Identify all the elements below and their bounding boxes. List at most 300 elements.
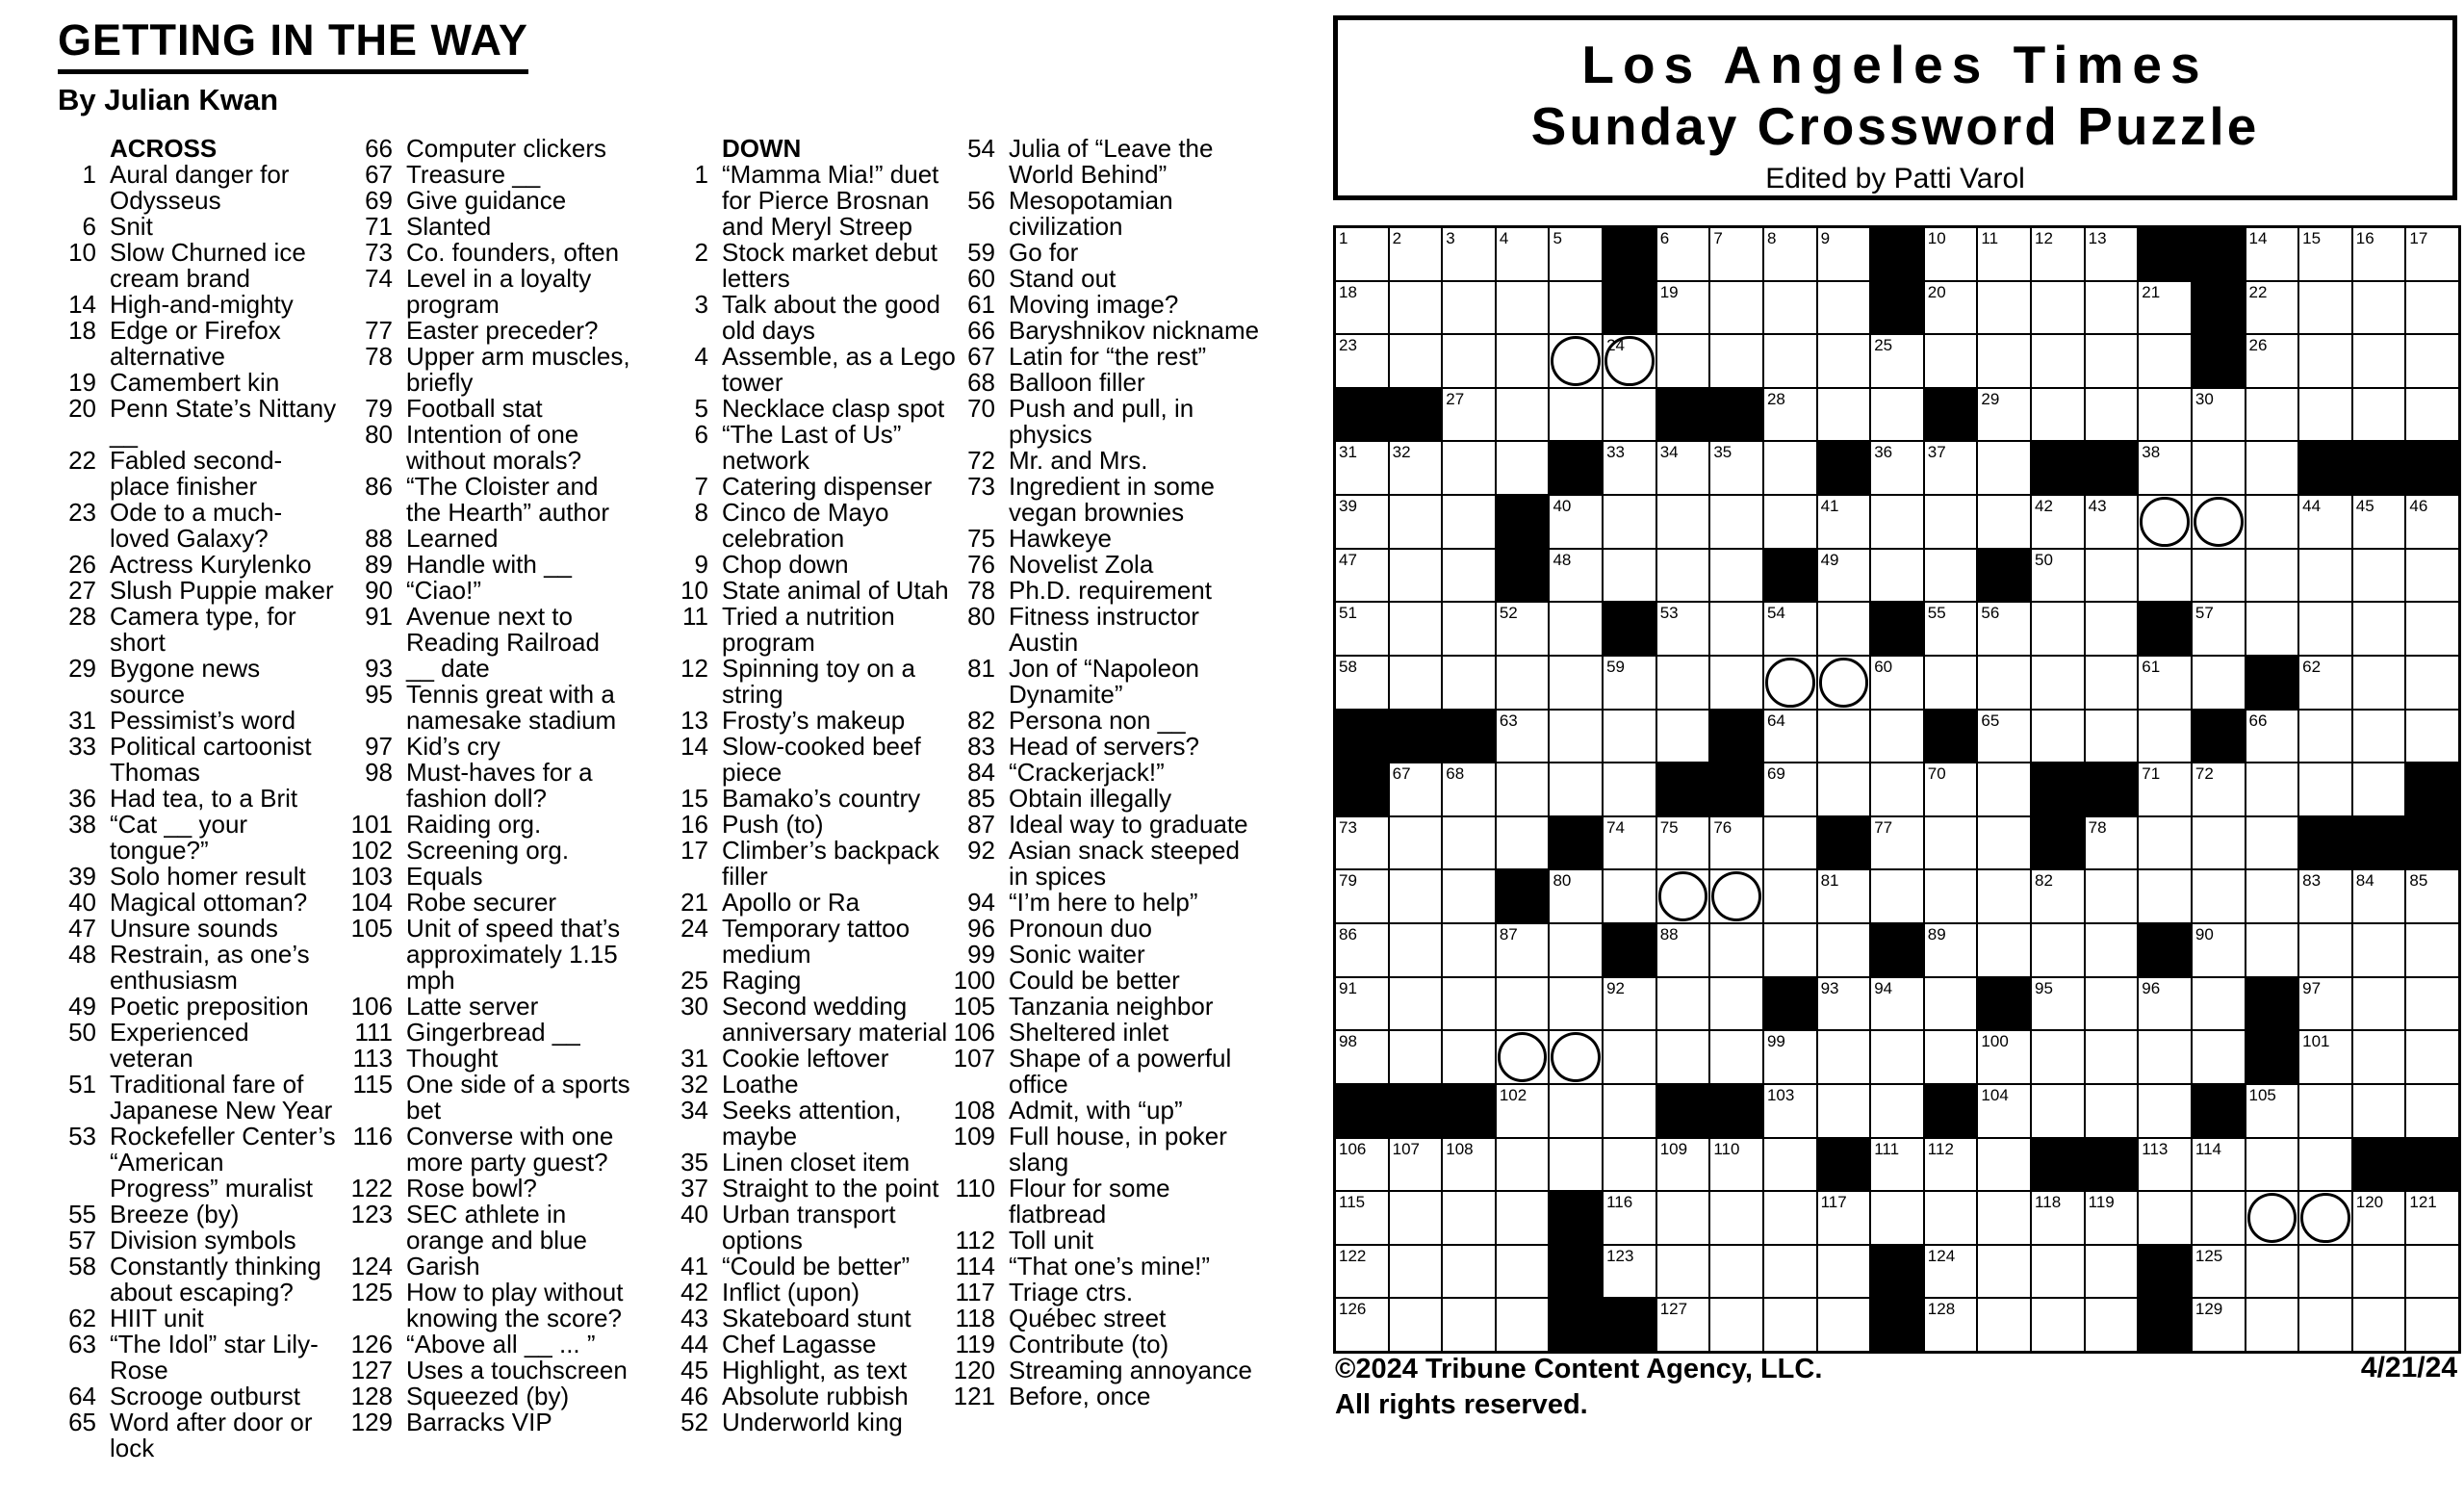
grid-cell[interactable] [1442,816,1496,870]
grid-cell[interactable] [1763,227,1817,281]
grid-cell[interactable] [1496,816,1550,870]
grid-cell[interactable] [2192,602,2246,656]
grid-cell[interactable] [2085,495,2139,549]
grid-cell[interactable] [1709,549,1763,603]
grid-cell[interactable] [1709,1030,1763,1084]
grid-cell[interactable] [1335,281,1389,335]
grid-cell[interactable] [2085,1084,2139,1138]
grid-cell[interactable] [2138,763,2192,816]
grid-cell[interactable] [1656,1245,1710,1299]
grid-cell[interactable] [1977,1138,2031,1192]
grid-cell[interactable] [1656,441,1710,495]
grid-cell[interactable] [1924,763,1978,816]
grid-cell[interactable] [1549,281,1603,335]
grid-cell[interactable] [1335,441,1389,495]
grid-cell[interactable] [1817,1298,1871,1352]
grid-cell[interactable] [1977,1191,2031,1245]
grid-cell[interactable] [1870,388,1924,442]
grid-cell[interactable] [1817,1191,1871,1245]
grid-cell[interactable] [2405,602,2459,656]
grid-cell[interactable] [1603,334,1656,388]
grid-cell[interactable] [2031,334,2085,388]
grid-cell[interactable] [2138,388,2192,442]
grid-cell[interactable] [1335,227,1389,281]
grid-cell[interactable] [2352,1245,2406,1299]
grid-cell[interactable] [1335,549,1389,603]
grid-cell[interactable] [2031,869,2085,923]
grid-cell[interactable] [2085,602,2139,656]
grid-cell[interactable] [1977,1245,2031,1299]
grid-cell[interactable] [1496,441,1550,495]
grid-cell[interactable] [1496,281,1550,335]
grid-cell[interactable] [2298,1298,2352,1352]
grid-cell[interactable] [2138,1084,2192,1138]
grid-cell[interactable] [2298,1084,2352,1138]
grid-cell[interactable] [1817,1245,1871,1299]
grid-cell[interactable] [1870,334,1924,388]
grid-cell[interactable] [1763,869,1817,923]
grid-cell[interactable] [1709,441,1763,495]
grid-cell[interactable] [1442,549,1496,603]
grid-cell[interactable] [2405,1084,2459,1138]
grid-cell[interactable] [1442,869,1496,923]
grid-cell[interactable] [1977,1298,2031,1352]
grid-cell[interactable] [1763,1245,1817,1299]
grid-cell[interactable] [2192,869,2246,923]
grid-cell[interactable] [2352,334,2406,388]
grid-cell[interactable] [2192,763,2246,816]
grid-cell[interactable] [1763,763,1817,816]
grid-cell[interactable] [2246,923,2299,977]
grid-cell[interactable] [1977,441,2031,495]
grid-cell[interactable] [1496,1030,1550,1084]
grid-cell[interactable] [1763,1298,1817,1352]
grid-cell[interactable] [1924,334,1978,388]
grid-cell[interactable] [1656,656,1710,710]
grid-cell[interactable] [1389,763,1443,816]
grid-cell[interactable] [2138,869,2192,923]
grid-cell[interactable] [2405,1245,2459,1299]
grid-cell[interactable] [2138,495,2192,549]
grid-cell[interactable] [2405,1191,2459,1245]
grid-cell[interactable] [2085,281,2139,335]
grid-cell[interactable] [1335,495,1389,549]
grid-cell[interactable] [2085,1298,2139,1352]
grid-cell[interactable] [1709,1191,1763,1245]
grid-cell[interactable] [1335,1298,1389,1352]
grid-cell[interactable] [1389,1245,1443,1299]
grid-cell[interactable] [1709,334,1763,388]
grid-cell[interactable] [2352,1191,2406,1245]
grid-cell[interactable] [1389,923,1443,977]
grid-cell[interactable] [2298,1245,2352,1299]
grid-cell[interactable] [2031,281,2085,335]
grid-cell[interactable] [2138,1030,2192,1084]
grid-cell[interactable] [2405,334,2459,388]
grid-cell[interactable] [1656,549,1710,603]
grid-cell[interactable] [2298,388,2352,442]
grid-cell[interactable] [1389,227,1443,281]
grid-cell[interactable] [1709,495,1763,549]
grid-cell[interactable] [1870,710,1924,763]
grid-cell[interactable] [1924,656,1978,710]
grid-cell[interactable] [2031,1084,2085,1138]
grid-cell[interactable] [1977,227,2031,281]
grid-cell[interactable] [1335,1191,1389,1245]
grid-cell[interactable] [1496,334,1550,388]
grid-cell[interactable] [2405,977,2459,1031]
grid-cell[interactable] [1817,977,1871,1031]
grid-cell[interactable] [1656,281,1710,335]
grid-cell[interactable] [1817,869,1871,923]
grid-cell[interactable] [2352,977,2406,1031]
grid-cell[interactable] [2031,1030,2085,1084]
grid-cell[interactable] [2031,495,2085,549]
grid-cell[interactable] [1977,656,2031,710]
grid-cell[interactable] [2352,1030,2406,1084]
grid-cell[interactable] [2192,1191,2246,1245]
grid-cell[interactable] [1656,227,1710,281]
grid-cell[interactable] [1656,1191,1710,1245]
grid-cell[interactable] [1924,1191,1978,1245]
grid-cell[interactable] [1763,1030,1817,1084]
grid-cell[interactable] [2085,710,2139,763]
grid-cell[interactable] [1870,816,1924,870]
grid-cell[interactable] [1763,816,1817,870]
grid-cell[interactable] [2085,334,2139,388]
grid-cell[interactable] [1603,549,1656,603]
grid-cell[interactable] [1870,1030,1924,1084]
grid-cell[interactable] [2246,1245,2299,1299]
grid-cell[interactable] [1442,495,1496,549]
grid-cell[interactable] [1549,977,1603,1031]
grid-cell[interactable] [2138,977,2192,1031]
grid-cell[interactable] [1335,869,1389,923]
grid-cell[interactable] [1389,334,1443,388]
grid-cell[interactable] [1817,281,1871,335]
grid-cell[interactable] [2298,1191,2352,1245]
grid-cell[interactable] [1817,656,1871,710]
grid-cell[interactable] [2298,549,2352,603]
grid-cell[interactable] [2192,388,2246,442]
grid-cell[interactable] [2031,602,2085,656]
grid-cell[interactable] [1656,923,1710,977]
grid-cell[interactable] [2192,441,2246,495]
grid-cell[interactable] [1924,1030,1978,1084]
grid-cell[interactable] [2246,441,2299,495]
grid-cell[interactable] [1496,227,1550,281]
grid-cell[interactable] [1763,656,1817,710]
grid-cell[interactable] [1977,495,2031,549]
grid-cell[interactable] [2192,495,2246,549]
grid-cell[interactable] [1549,334,1603,388]
grid-cell[interactable] [1924,1298,1978,1352]
grid-cell[interactable] [2298,281,2352,335]
grid-cell[interactable] [1496,763,1550,816]
grid-cell[interactable] [2085,656,2139,710]
grid-cell[interactable] [2246,388,2299,442]
grid-cell[interactable] [2352,869,2406,923]
grid-cell[interactable] [2085,227,2139,281]
grid-cell[interactable] [1603,710,1656,763]
grid-cell[interactable] [1389,1191,1443,1245]
grid-cell[interactable] [2298,977,2352,1031]
grid-cell[interactable] [2192,977,2246,1031]
grid-cell[interactable] [1389,441,1443,495]
grid-cell[interactable] [1496,1138,1550,1192]
grid-cell[interactable] [2298,710,2352,763]
grid-cell[interactable] [1817,388,1871,442]
grid-cell[interactable] [1335,602,1389,656]
grid-cell[interactable] [2246,495,2299,549]
grid-cell[interactable] [1924,869,1978,923]
grid-cell[interactable] [1442,1191,1496,1245]
grid-cell[interactable] [2138,816,2192,870]
grid-cell[interactable] [1763,388,1817,442]
grid-cell[interactable] [2138,1138,2192,1192]
grid-cell[interactable] [1442,602,1496,656]
grid-cell[interactable] [2352,710,2406,763]
grid-cell[interactable] [1870,1138,1924,1192]
grid-cell[interactable] [1977,869,2031,923]
grid-cell[interactable] [1442,923,1496,977]
grid-cell[interactable] [2031,388,2085,442]
grid-cell[interactable] [1549,656,1603,710]
grid-cell[interactable] [1656,1138,1710,1192]
grid-cell[interactable] [2085,388,2139,442]
grid-cell[interactable] [1977,710,2031,763]
grid-cell[interactable] [1603,1245,1656,1299]
grid-cell[interactable] [2246,1298,2299,1352]
grid-cell[interactable] [1924,495,1978,549]
grid-cell[interactable] [2298,602,2352,656]
grid-cell[interactable] [1924,602,1978,656]
grid-cell[interactable] [2192,549,2246,603]
grid-cell[interactable] [2352,388,2406,442]
grid-cell[interactable] [1603,441,1656,495]
grid-cell[interactable] [1442,334,1496,388]
grid-cell[interactable] [2031,549,2085,603]
grid-cell[interactable] [1496,1245,1550,1299]
grid-cell[interactable] [1656,495,1710,549]
grid-cell[interactable] [2031,227,2085,281]
grid-cell[interactable] [1335,1138,1389,1192]
grid-cell[interactable] [2405,869,2459,923]
grid-cell[interactable] [2352,1298,2406,1352]
grid-cell[interactable] [2031,656,2085,710]
grid-cell[interactable] [1709,602,1763,656]
grid-cell[interactable] [2298,1030,2352,1084]
grid-cell[interactable] [2031,710,2085,763]
grid-cell[interactable] [2352,281,2406,335]
grid-cell[interactable] [1389,977,1443,1031]
grid-cell[interactable] [1549,763,1603,816]
grid-cell[interactable] [1442,977,1496,1031]
grid-cell[interactable] [2031,1298,2085,1352]
grid-cell[interactable] [1389,869,1443,923]
grid-cell[interactable] [1389,495,1443,549]
grid-cell[interactable] [2298,923,2352,977]
grid-cell[interactable] [2405,710,2459,763]
grid-cell[interactable] [1442,1245,1496,1299]
grid-cell[interactable] [1870,1191,1924,1245]
grid-cell[interactable] [2246,763,2299,816]
grid-cell[interactable] [1603,763,1656,816]
grid-cell[interactable] [2192,816,2246,870]
grid-cell[interactable] [1656,1030,1710,1084]
grid-cell[interactable] [2192,1245,2246,1299]
grid-cell[interactable] [1817,763,1871,816]
grid-cell[interactable] [1549,923,1603,977]
grid-cell[interactable] [1709,1138,1763,1192]
grid-cell[interactable] [2298,656,2352,710]
grid-cell[interactable] [2031,1191,2085,1245]
grid-cell[interactable] [1924,923,1978,977]
grid-cell[interactable] [1496,388,1550,442]
grid-cell[interactable] [1977,281,2031,335]
grid-cell[interactable] [1709,869,1763,923]
grid-cell[interactable] [1924,1245,1978,1299]
grid-cell[interactable] [2138,281,2192,335]
grid-cell[interactable] [1335,816,1389,870]
grid-cell[interactable] [1335,977,1389,1031]
grid-cell[interactable] [1389,1138,1443,1192]
grid-cell[interactable] [1335,334,1389,388]
grid-cell[interactable] [1442,388,1496,442]
grid-cell[interactable] [1656,710,1710,763]
grid-cell[interactable] [2246,1191,2299,1245]
grid-cell[interactable] [2085,1030,2139,1084]
grid-cell[interactable] [1817,1030,1871,1084]
grid-cell[interactable] [2138,710,2192,763]
grid-cell[interactable] [1709,281,1763,335]
grid-cell[interactable] [2138,549,2192,603]
grid-cell[interactable] [2138,1191,2192,1245]
grid-cell[interactable] [2246,334,2299,388]
grid-cell[interactable] [1549,1084,1603,1138]
grid-cell[interactable] [2085,816,2139,870]
grid-cell[interactable] [2405,1030,2459,1084]
grid-cell[interactable] [1817,227,1871,281]
grid-cell[interactable] [2352,1084,2406,1138]
grid-cell[interactable] [1870,495,1924,549]
grid-cell[interactable] [1924,1138,1978,1192]
grid-cell[interactable] [1817,602,1871,656]
grid-cell[interactable] [1496,1298,1550,1352]
grid-cell[interactable] [2192,1030,2246,1084]
grid-cell[interactable] [2138,334,2192,388]
grid-cell[interactable] [1817,923,1871,977]
grid-cell[interactable] [1763,495,1817,549]
grid-cell[interactable] [2085,549,2139,603]
grid-cell[interactable] [1335,656,1389,710]
grid-cell[interactable] [1603,656,1656,710]
grid-cell[interactable] [1442,227,1496,281]
grid-cell[interactable] [2352,656,2406,710]
grid-cell[interactable] [1389,656,1443,710]
grid-cell[interactable] [1817,710,1871,763]
grid-cell[interactable] [1924,281,1978,335]
grid-cell[interactable] [2192,656,2246,710]
grid-cell[interactable] [2138,441,2192,495]
grid-cell[interactable] [1656,602,1710,656]
grid-cell[interactable] [1817,1084,1871,1138]
grid-cell[interactable] [2352,227,2406,281]
grid-cell[interactable] [2031,977,2085,1031]
grid-cell[interactable] [1870,549,1924,603]
grid-cell[interactable] [1549,495,1603,549]
grid-cell[interactable] [2085,1245,2139,1299]
grid-cell[interactable] [1763,281,1817,335]
grid-cell[interactable] [2298,495,2352,549]
grid-cell[interactable] [1656,869,1710,923]
grid-cell[interactable] [1496,977,1550,1031]
grid-cell[interactable] [2085,923,2139,977]
grid-cell[interactable] [1496,602,1550,656]
grid-cell[interactable] [2405,549,2459,603]
grid-cell[interactable] [2298,227,2352,281]
grid-cell[interactable] [1603,1138,1656,1192]
grid-cell[interactable] [1603,495,1656,549]
grid-cell[interactable] [1924,549,1978,603]
grid-cell[interactable] [2298,1138,2352,1192]
grid-cell[interactable] [2246,227,2299,281]
grid-cell[interactable] [1549,549,1603,603]
grid-cell[interactable] [2352,923,2406,977]
grid-cell[interactable] [2352,549,2406,603]
grid-cell[interactable] [1335,1245,1389,1299]
grid-cell[interactable] [2246,816,2299,870]
grid-cell[interactable] [1817,549,1871,603]
grid-cell[interactable] [1549,602,1603,656]
grid-cell[interactable] [1549,388,1603,442]
grid-cell[interactable] [1709,923,1763,977]
grid-cell[interactable] [1977,388,2031,442]
grid-cell[interactable] [1924,441,1978,495]
grid-cell[interactable] [1763,1084,1817,1138]
grid-cell[interactable] [1763,923,1817,977]
grid-cell[interactable] [1389,281,1443,335]
grid-cell[interactable] [1549,227,1603,281]
grid-cell[interactable] [1870,441,1924,495]
grid-cell[interactable] [2246,869,2299,923]
grid-cell[interactable] [1870,869,1924,923]
grid-cell[interactable] [2246,549,2299,603]
grid-cell[interactable] [1656,816,1710,870]
grid-cell[interactable] [2085,1191,2139,1245]
grid-cell[interactable] [1389,816,1443,870]
grid-cell[interactable] [1709,816,1763,870]
grid-cell[interactable] [2031,923,2085,977]
grid-cell[interactable] [1442,763,1496,816]
grid-cell[interactable] [1763,602,1817,656]
grid-cell[interactable] [1870,763,1924,816]
grid-cell[interactable] [2246,281,2299,335]
grid-cell[interactable] [2405,656,2459,710]
grid-cell[interactable] [2246,1084,2299,1138]
grid-cell[interactable] [1496,710,1550,763]
grid-cell[interactable] [1763,334,1817,388]
grid-cell[interactable] [1603,977,1656,1031]
grid-cell[interactable] [2192,923,2246,977]
grid-cell[interactable] [1977,1030,2031,1084]
grid-cell[interactable] [1389,602,1443,656]
grid-cell[interactable] [2405,227,2459,281]
grid-cell[interactable] [2405,1298,2459,1352]
grid-cell[interactable] [1977,334,2031,388]
grid-cell[interactable] [2405,923,2459,977]
grid-cell[interactable] [2085,977,2139,1031]
